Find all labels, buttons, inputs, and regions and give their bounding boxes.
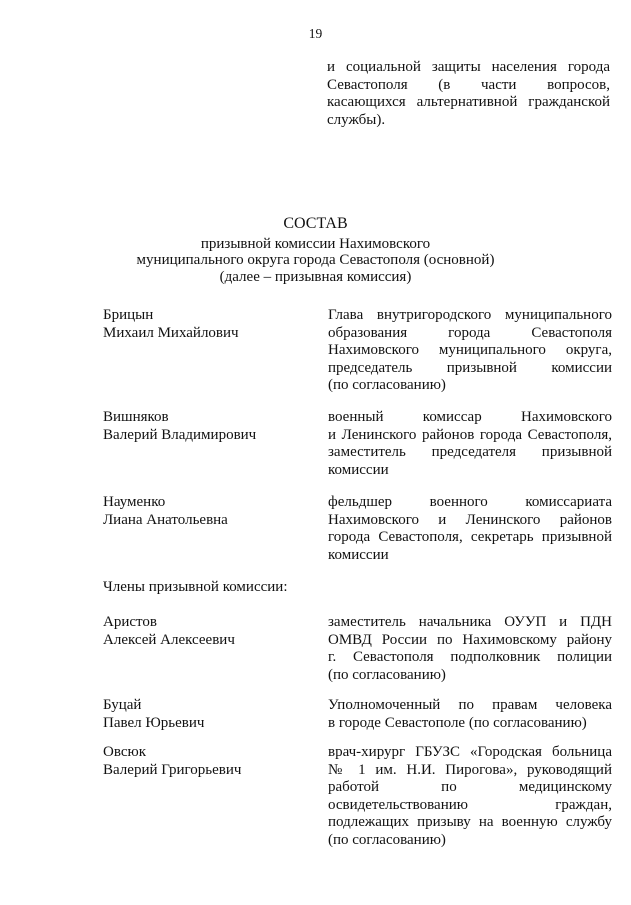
role-line: образования города Севастополя (328, 324, 612, 341)
member-name (103, 409, 313, 444)
intro-line: Севастополя (в части вопросов, (327, 76, 610, 93)
role-line: в городе Севастополе (по согласованию) (328, 714, 587, 731)
intro-line: касающихся альтернативной гражданской (327, 94, 610, 110)
member-surname: Брицын (103, 307, 154, 323)
role-line: Уполномоченный по правам человека (328, 697, 612, 713)
member-surname: Вишняков (103, 409, 169, 425)
member-surname: Науменко (103, 494, 166, 510)
member-given-names: Павел Юрьевич (103, 714, 205, 731)
role-line: Нахимовского и Ленинского районов (328, 511, 612, 528)
member-name (103, 307, 313, 342)
heading-line: призывной комиссии Нахимовского (200, 235, 431, 252)
member-surname: Буцай (103, 697, 142, 713)
member-role (328, 614, 612, 684)
role-line: освидетельствованию граждан, (328, 796, 612, 813)
heading-line: (далее – призывная комиссия) (219, 268, 412, 285)
member-given-names: Михаил Михайлович (103, 324, 239, 341)
role-line: военный комиссар Нахимовского (328, 409, 612, 425)
member-given-names: Валерий Григорьевич (103, 761, 242, 778)
role-line: заместитель председателя призывной (328, 444, 612, 460)
role-line: города Севастополя, секретарь призывной (328, 529, 612, 545)
role-line: врач-хирург ГБУЗС «Городская больница (328, 744, 612, 760)
page-number: 19 (308, 26, 323, 41)
member-given-names: Валерий Владимирович (103, 426, 257, 443)
role-line: подлежащих призыву на военную службу (328, 814, 612, 830)
role-line: № 1 им. Н.И. Пирогова», руководящий (328, 761, 612, 778)
role-line: (по согласованию) (328, 831, 446, 848)
role-line: Нахимовского муниципального округа, (328, 342, 612, 358)
member-given-names: Алексей Алексеевич (103, 631, 235, 648)
member-name (103, 614, 313, 649)
member-given-names: Лиана Анатольевна (103, 511, 228, 528)
intro-continuation (327, 59, 610, 129)
role-line: ОМВД России по Нахимовскому району (328, 631, 612, 648)
intro-line: службы). (327, 111, 386, 128)
role-line: фельдшер военного комиссариата (328, 494, 612, 510)
member-name (103, 494, 313, 529)
member-role (328, 494, 612, 564)
member-role (328, 307, 612, 395)
member-name (103, 744, 313, 779)
member-role (328, 697, 612, 732)
role-line: председатель призывной комиссии (328, 359, 612, 376)
role-line: работой по медицинскому (328, 779, 612, 795)
intro-line: и социальной защиты населения города (327, 59, 610, 75)
heading-title: СОСТАВ (283, 215, 348, 232)
member-surname: Аристов (103, 614, 157, 630)
role-line: Глава внутригородского муниципального (328, 307, 612, 323)
members-heading: Члены призывной комиссии: (103, 579, 288, 595)
role-line: г. Севастополя подполковник полиции (328, 649, 612, 665)
role-line: комиссии (328, 461, 389, 478)
member-role (328, 409, 612, 479)
member-name (103, 697, 313, 732)
heading-line: муниципального округа города Севастополя (основной) (136, 252, 495, 268)
role-line: (по согласованию) (328, 377, 446, 393)
section-heading (0, 216, 631, 285)
role-line: комиссии (328, 546, 389, 563)
member-role (328, 744, 612, 849)
role-line: (по согласованию) (328, 666, 446, 683)
member-surname: Овсюк (103, 744, 146, 760)
role-line: заместитель начальника ОУУП и ПДН (328, 614, 612, 630)
role-line: и Ленинского районов города Севастополя, (328, 426, 612, 443)
